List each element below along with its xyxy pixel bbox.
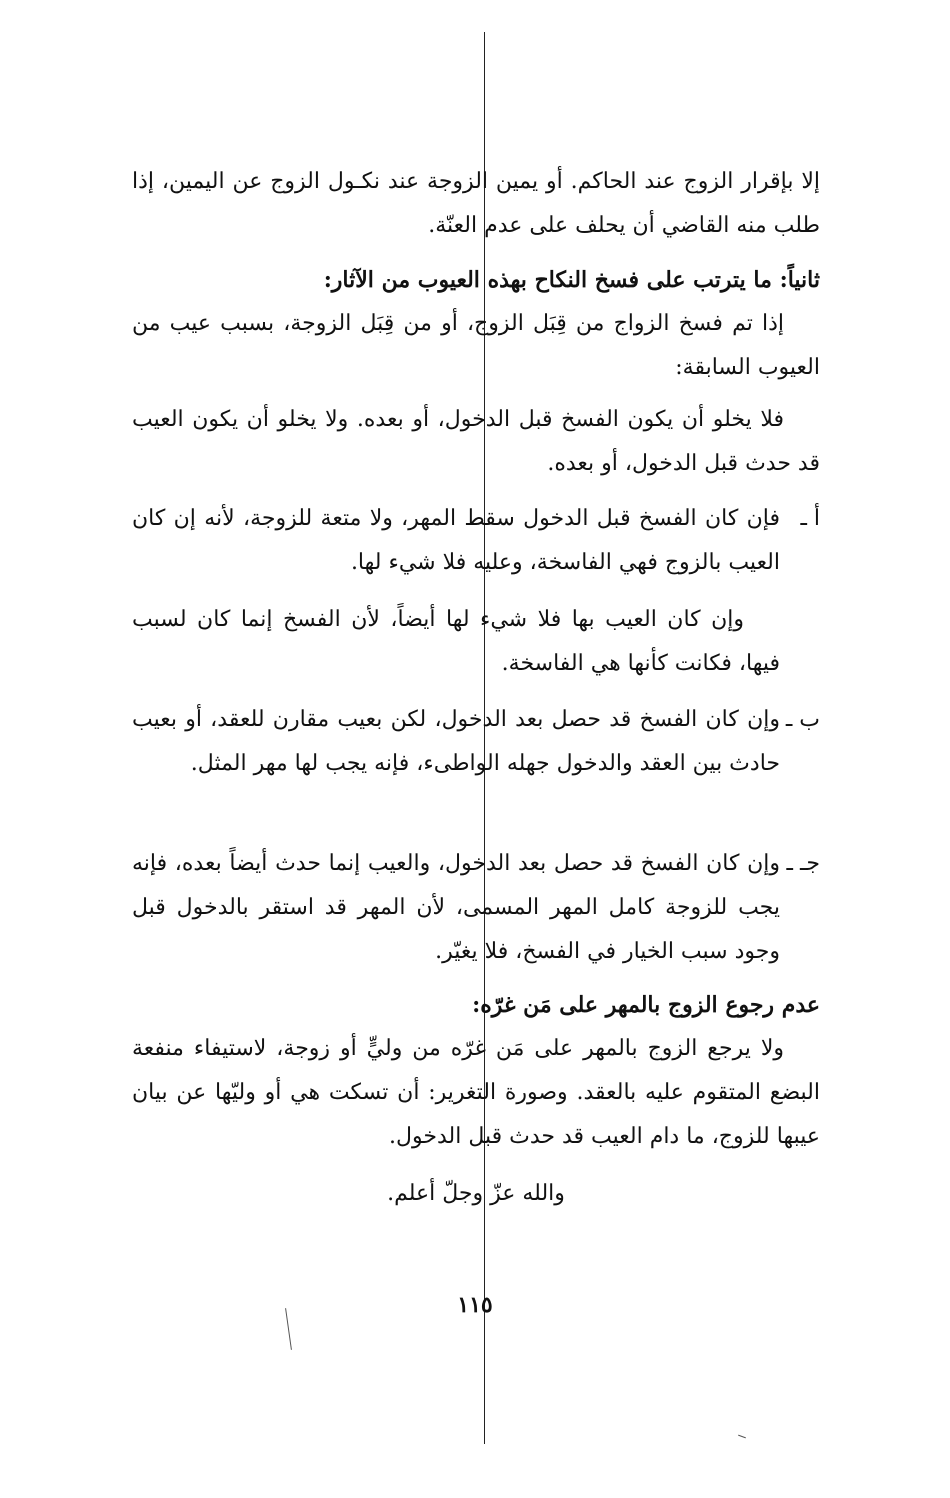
paragraph-annulment: إذا تم فسخ الزواج من قِبَل الزوج، أو من قِبَل الزوجة، بسبب عيب من العيوب السابقة:	[132, 311, 820, 380]
list-marker-a: أ ـ	[800, 506, 820, 531]
list-item-b-text: وإن كان الفسخ قد حصل بعد الدخول، لكن بعيب مقارن للعقد، أو بعيب حادث بين العقد والدخول جهله الواطىء، فإنه يجب لها مهر المثل.	[132, 707, 780, 776]
section-heading-effects: ثانياً: ما يترتب على فسخ النكاح بهذه العيوب من الآثار:	[323, 267, 820, 293]
list-item-c	[132, 842, 820, 974]
paragraph-recourse: ولا يرجع الزوج بالمهر على مَن غرّه من وليٍّ أو زوجة، لاستيفاء منفعة البضع المتقوم عليه بالعقد. وصورة التغرير: أن تسكت هي أو وليّها عن بيان عيبها للزوج، ما دام العيب قد حدث قبل الدخول.	[132, 1036, 820, 1149]
scan-speck	[738, 1435, 746, 1439]
list-item-a-continuation	[132, 598, 820, 686]
list-item-a	[132, 497, 820, 585]
list-item-b	[132, 698, 820, 786]
closing-phrase: والله عزّ وجلّ أعلم.	[387, 1181, 565, 1206]
list-marker-b: ب ـ	[785, 707, 820, 732]
page-number: ١١٥	[457, 1292, 493, 1318]
paragraph-intro: إلا بإقرار الزوج عند الحاكم. أو يمين الزوجة عند نكـول الزوج عن اليمين، إذا طلب منه القاضي أن يحلف على عدم العنّة.	[132, 169, 820, 238]
list-item-c-text: وإن كان الفسخ قد حصل بعد الدخول، والعيب إنما حدث أيضاً بعده، فإنه يجب للزوجة كامل المهر المسمى، لأن المهر قد استقر بالدخول قبل وجود سبب الخيار في الفسخ، فلا يغيّر.	[132, 851, 780, 964]
section-heading-recourse: عدم رجوع الزوج بالمهر على مَن غرّه:	[472, 992, 820, 1018]
paragraph-conditions: فلا يخلو أن يكون الفسخ قبل الدخول، أو بعده. ولا يخلو أن يكون العيب قد حدث قبل الدخول، أو بعده.	[132, 407, 820, 476]
list-item-a-text: فإن كان الفسخ قبل الدخول سقط المهر، ولا متعة للزوجة، لأنه إن كان العيب بالزوج فهي الفاسخة، وعليه فلا شيء لها.	[132, 506, 780, 575]
list-item-a-continuation-text: وإن كان العيب بها فلا شيء لها أيضاً، لأن الفسخ إنما كان لسبب فيها، فكانت كأنها هي الفاسخة.	[132, 607, 780, 676]
list-marker-c: جـ ـ	[786, 851, 820, 876]
